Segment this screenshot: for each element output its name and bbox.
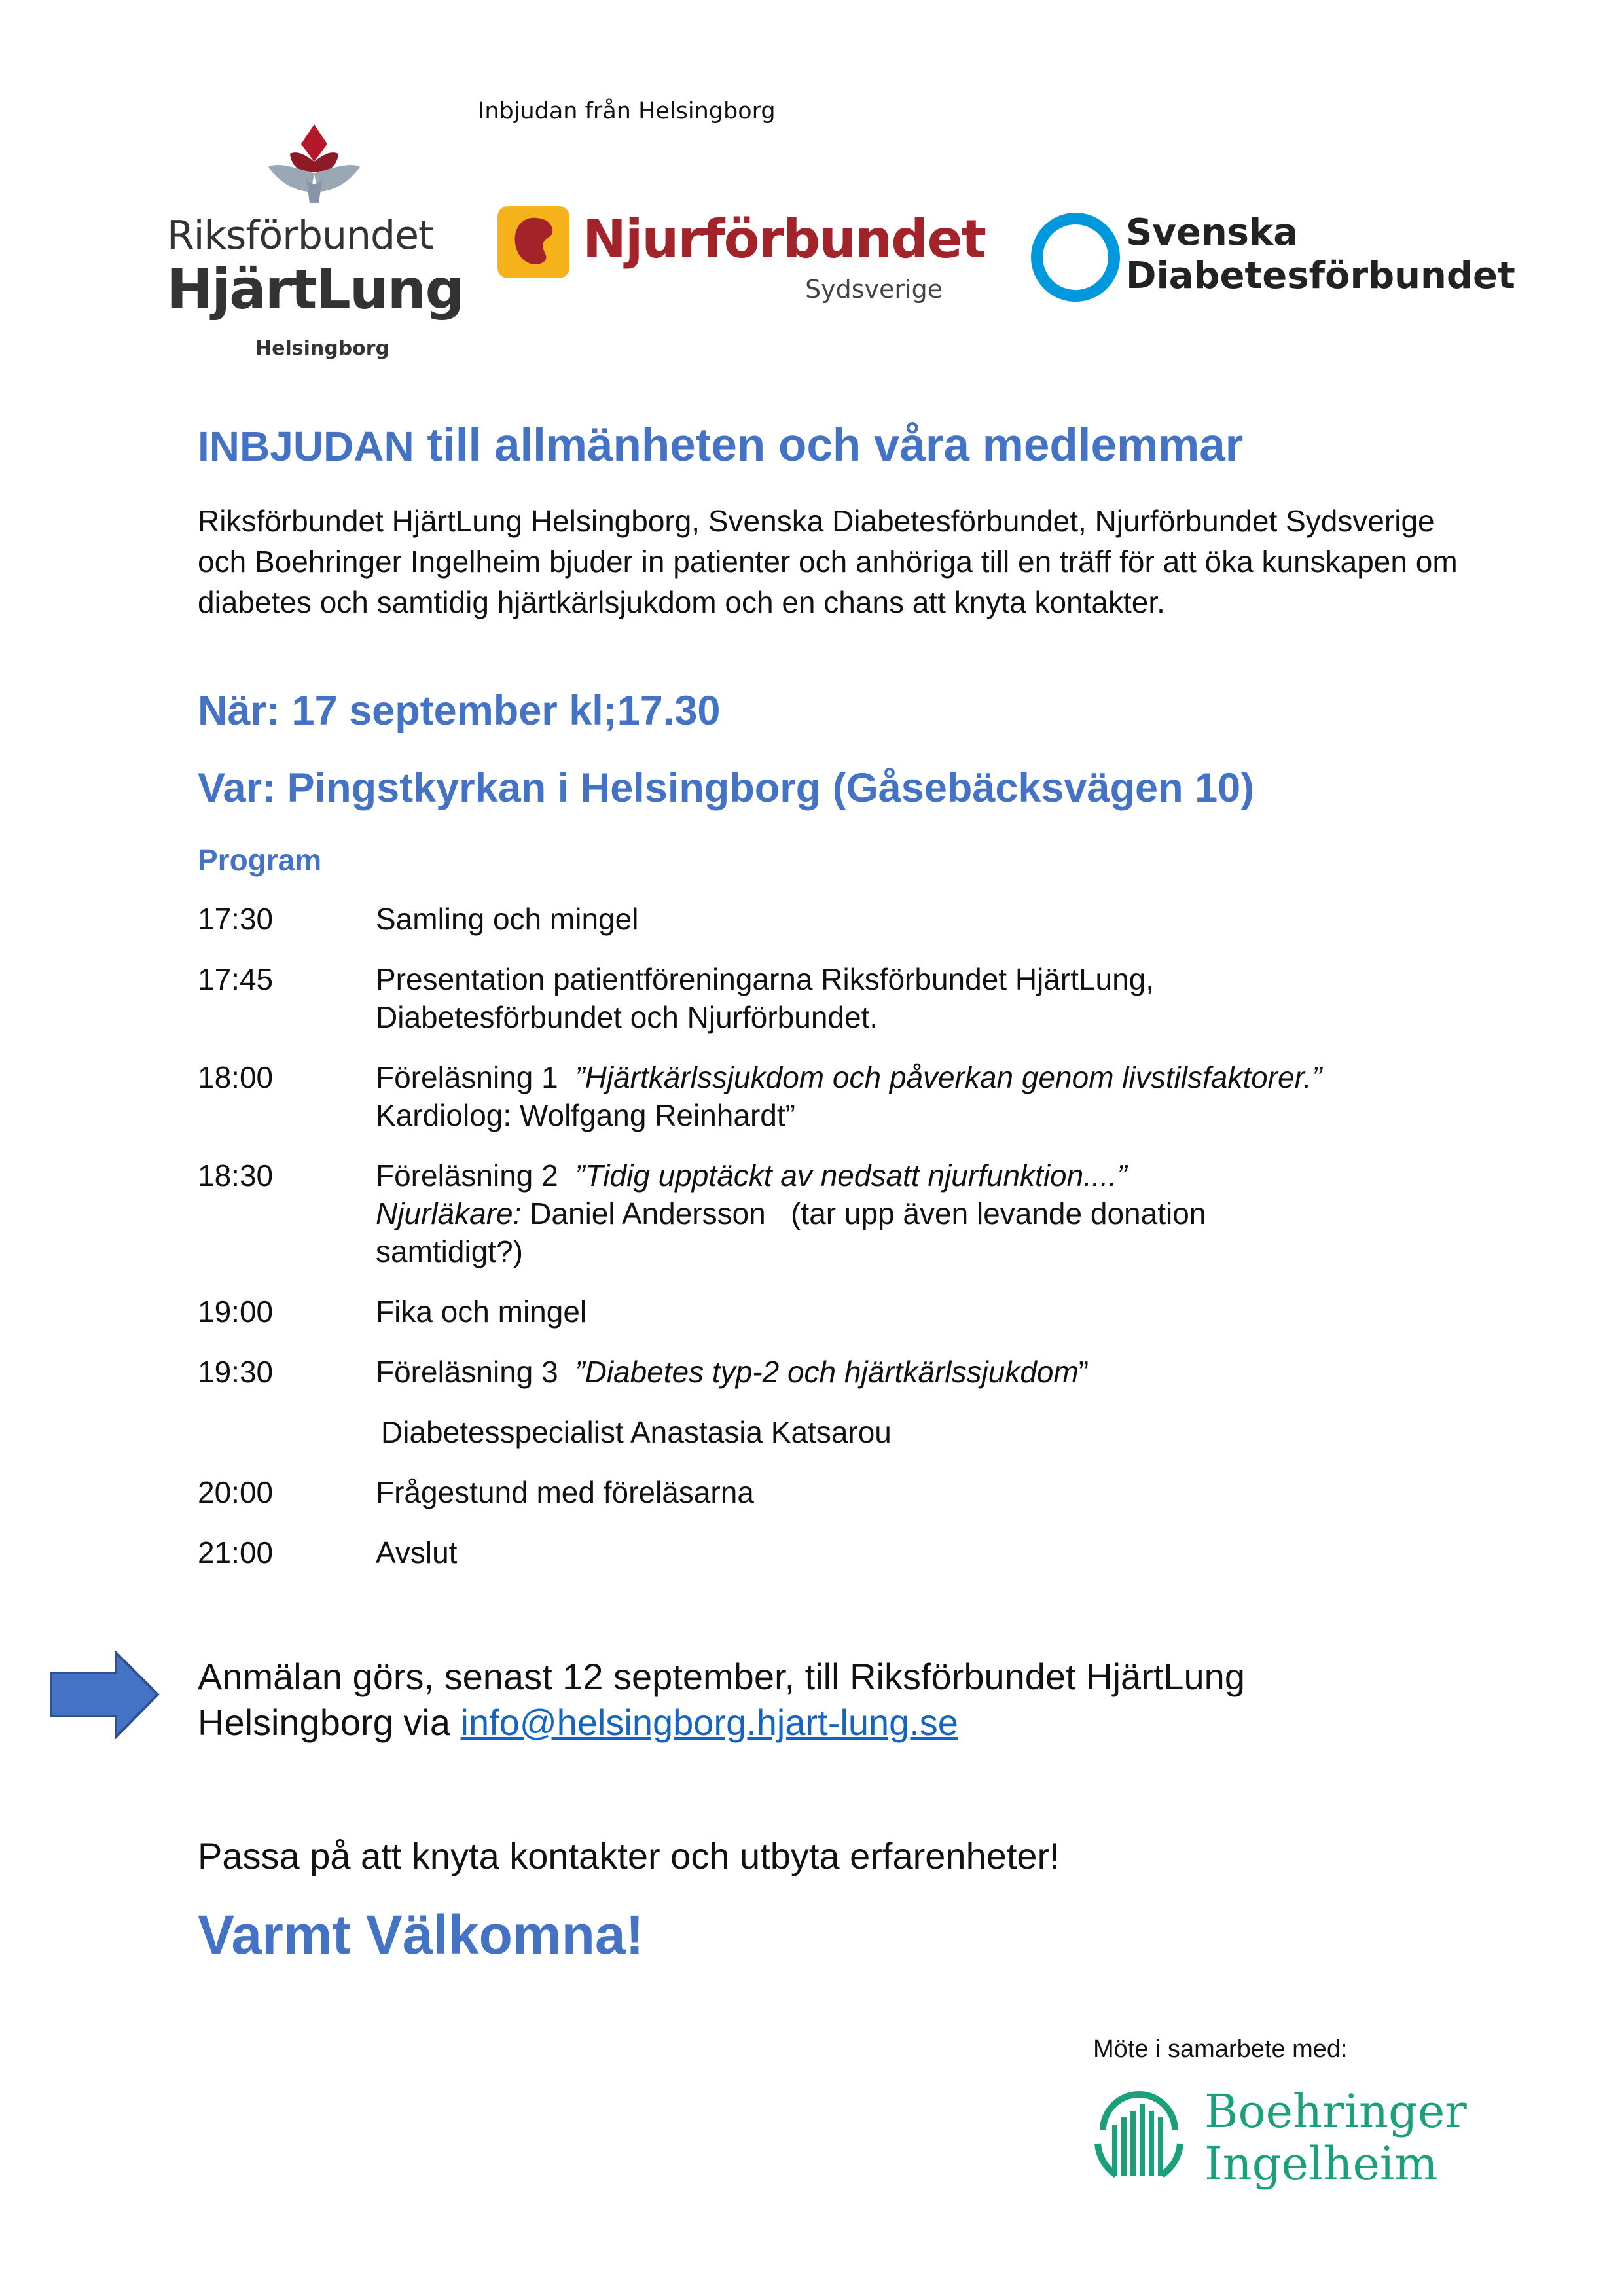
- program-time: 18:00: [198, 1060, 274, 1094]
- program-text: [376, 1058, 1441, 1134]
- lecture-label: Föreläsning 3: [376, 1355, 558, 1389]
- lecture-title: ”Tidig upptäckt av nedsatt njurfunktion....”: [575, 1158, 1127, 1193]
- hjartlung-logo-line3: Helsingborg: [255, 337, 390, 360]
- program-text: [376, 1353, 1441, 1391]
- program-text: Samling och mingel: [376, 902, 639, 936]
- program-list: [198, 900, 1441, 1594]
- program-row: [198, 1058, 1441, 1134]
- program-text: Fika och mingel: [376, 1295, 587, 1329]
- lecture-title: ”Diabetes typ-2 och hjärtkärlssjukdom: [575, 1355, 1079, 1389]
- hjartlung-logo-line2: HjärtLung: [167, 257, 463, 321]
- lecture-label: Föreläsning 1: [376, 1060, 558, 1094]
- program-row: [198, 1473, 1441, 1511]
- welcome-text: Varmt Välkomna!: [198, 1904, 644, 1965]
- title-rest: till allmänheten och våra medlemmar: [414, 420, 1244, 471]
- arrow-right-icon: [49, 1651, 160, 1739]
- lecture-speaker: Kardiolog: Wolfgang Reinhardt”: [376, 1098, 795, 1132]
- program-text: Frågestund med föreläsarna: [376, 1475, 754, 1509]
- header-note: Inbjudan från Helsingborg: [478, 98, 776, 124]
- program-row: [198, 900, 1441, 938]
- diabetes-logo-line2: Diabetesförbundet: [1126, 255, 1515, 297]
- program-heading: Program: [198, 843, 322, 877]
- boehringer-logo-line2: Ingelheim: [1204, 2137, 1438, 2191]
- program-row: [198, 1157, 1441, 1270]
- page-title: [198, 419, 1243, 472]
- program-text: Avslut: [376, 1535, 458, 1570]
- program-time: 20:00: [198, 1475, 274, 1509]
- hjartlung-logo-line1: Riksförbundet: [167, 213, 433, 259]
- tips-text: Passa på att knyta kontakter och utbyta erfarenheter!: [198, 1835, 1060, 1876]
- boehringer-emblem-icon: [1090, 2085, 1188, 2183]
- lecture-role: Njurläkare:: [376, 1196, 522, 1230]
- tulip-icon: [265, 121, 363, 206]
- lecture-label: Föreläsning 2: [376, 1158, 558, 1193]
- lecture-speaker: Daniel Andersson (tar upp även levande donation samtidigt?): [376, 1196, 1215, 1268]
- ring-icon: [1031, 213, 1120, 302]
- kidney-icon: [497, 206, 569, 278]
- boehringer-logo-line1: Boehringer: [1204, 2085, 1467, 2138]
- njur-logo-line2: Sydsverige: [805, 275, 943, 304]
- diabetes-logo-line1: Svenska: [1126, 211, 1299, 254]
- program-row: [198, 1534, 1441, 1571]
- program-row: [198, 1353, 1441, 1391]
- signup-text: [198, 1654, 1441, 1746]
- njurforbundet-logo: [497, 206, 985, 311]
- program-text: Presentation patientföreningarna Riksförbundet HjärtLung, Diabetesförbundet och Njurförbundet.: [376, 962, 1155, 1034]
- program-text: [376, 1157, 1292, 1270]
- program-time: 19:30: [198, 1355, 274, 1389]
- intro-paragraph: Riksförbundet HjärtLung Helsingborg, Svenska Diabetesförbundet, Njurförbundet Sydsverige och Boehringer Ingelheim bjuder in patienter och anhöriga till en träff för att öka kunskapen om diabetes och samtidig hjärtkärlsjukdom och en chans att knyta kontakter.: [198, 504, 1458, 619]
- event-where: Var: Pingstkyrkan i Helsingborg (Gåsebäcksvägen 10): [198, 765, 1255, 811]
- signup-message: Anmälan görs, senast 12 september, till Riksförbundet HjärtLung Helsingborg via: [198, 1656, 1245, 1743]
- title-lead: INBJUDAN: [198, 423, 414, 470]
- signup-email-link[interactable]: info@helsingborg.hjart-lung.se: [460, 1702, 958, 1743]
- lecture-title-end: ”: [1078, 1355, 1089, 1389]
- boehringer-logo: [1090, 2085, 1467, 2199]
- program-time: 17:30: [198, 902, 274, 936]
- diabetesforbundet-logo: [1031, 213, 1535, 311]
- program-row: [198, 1413, 1441, 1451]
- program-row: [198, 1293, 1441, 1331]
- lecture-title: ”Hjärtkärlssjukdom och påverkan genom livstilsfaktorer.”: [575, 1060, 1322, 1094]
- program-text: Diabetesspecialist Anastasia Katsarou: [381, 1415, 892, 1449]
- program-time: 17:45: [198, 962, 274, 996]
- program-time: [198, 1413, 376, 1451]
- njur-logo-line1: Njurförbundet: [583, 209, 985, 270]
- collab-label: Möte i samarbete med:: [1093, 2036, 1348, 2063]
- program-time: 21:00: [198, 1535, 274, 1570]
- program-time: 19:00: [198, 1295, 274, 1329]
- program-row: [198, 960, 1441, 1036]
- program-time: 18:30: [198, 1158, 274, 1193]
- event-when: När: 17 september kl;17.30: [198, 688, 721, 734]
- hjartlung-logo: [167, 121, 475, 370]
